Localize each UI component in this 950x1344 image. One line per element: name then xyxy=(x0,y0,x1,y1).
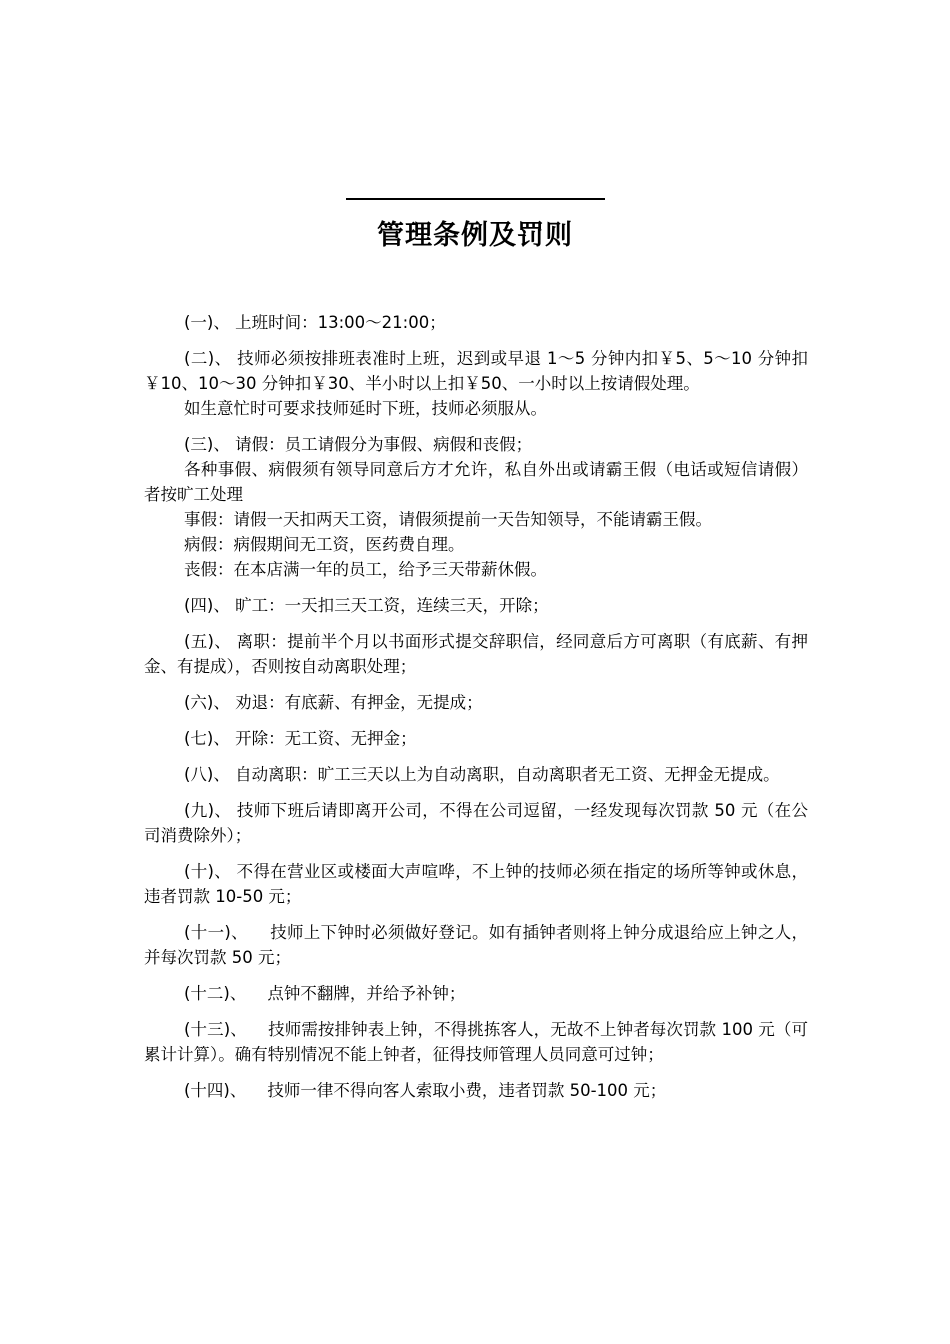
rule-paragraph-12: (十二)、 点钟不翻牌，并给予补钟； xyxy=(184,984,466,1003)
rule-paragraph-9: (九)、 技师下班后请即离开公司，不得在公司逗留，一经发现每次罚款 50 元（在公司消费除外）； xyxy=(144,801,808,845)
rule-paragraph-11: (十一)、 技师上下钟时必须做好登记。如有插钟者则将上钟分成退给应上钟之人，并每次罚款 50 元； xyxy=(144,923,808,967)
rule-paragraph-13: (十三)、 技师需按排钟表上钟，不得挑拣客人，无故不上钟者每次罚款 100 元（可累计计算）。确有特别情况不能上钟者，征得技师管理人员同意可过钟； xyxy=(144,1020,808,1064)
rule-paragraph-2-note: 如生意忙时可要求技师延时下班，技师必须服从。 xyxy=(184,399,547,418)
rule-paragraph-3-sick-leave: 病假：病假期间无工资，医药费自理。 xyxy=(184,535,465,554)
rule-paragraph-3-personal-leave: 事假：请假一天扣两天工资，请假须提前一天告知领导，不能请霸王假。 xyxy=(184,510,712,529)
rule-paragraph-6: (六)、 劝退：有底薪、有押金，无提成； xyxy=(184,693,483,712)
rule-paragraph-5: (五)、 离职：提前半个月以书面形式提交辞职信，经同意后方可离职（有底薪、有押金、有提成），否则按自动离职处理； xyxy=(144,632,808,676)
rule-paragraph-2: (二)、 技师必须按排班表准时上班，迟到或早退 1～5 分钟内扣￥5、5～10 分钟扣￥10、10～30 分钟扣￥30、半小时以上扣￥50、一小时以上按请假处理。 xyxy=(144,349,808,393)
rule-paragraph-8: (八)、 自动离职：旷工三天以上为自动离职，自动离职者无工资、无押金无提成。 xyxy=(184,765,780,784)
rule-paragraph-4: (四)、 旷工：一天扣三天工资，连续三天，开除； xyxy=(184,596,549,615)
rule-paragraph-7: (七)、 开除：无工资、无押金； xyxy=(184,729,417,748)
rule-paragraph-1: (一)、 上班时间：13:00～21:00； xyxy=(184,313,446,332)
rule-paragraph-10: (十)、 不得在营业区或楼面大声喧哗，不上钟的技师必须在指定的场所等钟或休息，违者罚款 10-50 元； xyxy=(144,862,808,906)
document-title: 管理条例及罚则 xyxy=(377,220,573,251)
header-rule xyxy=(346,198,605,200)
document-body xyxy=(144,310,808,1114)
rule-paragraph-3: (三)、 请假：员工请假分为事假、病假和丧假； xyxy=(184,435,533,454)
rule-paragraph-3-bereavement-leave: 丧假：在本店满一年的员工，给予三天带薪休假。 xyxy=(184,560,547,579)
rule-paragraph-3-detail: 各种事假、病假须有领导同意后方才允许，私自外出或请霸王假（电话或短信请假）者按旷工处理 xyxy=(144,460,808,504)
rule-paragraph-14: (十四)、 技师一律不得向客人索取小费，违者罚款 50-100 元； xyxy=(184,1081,667,1100)
